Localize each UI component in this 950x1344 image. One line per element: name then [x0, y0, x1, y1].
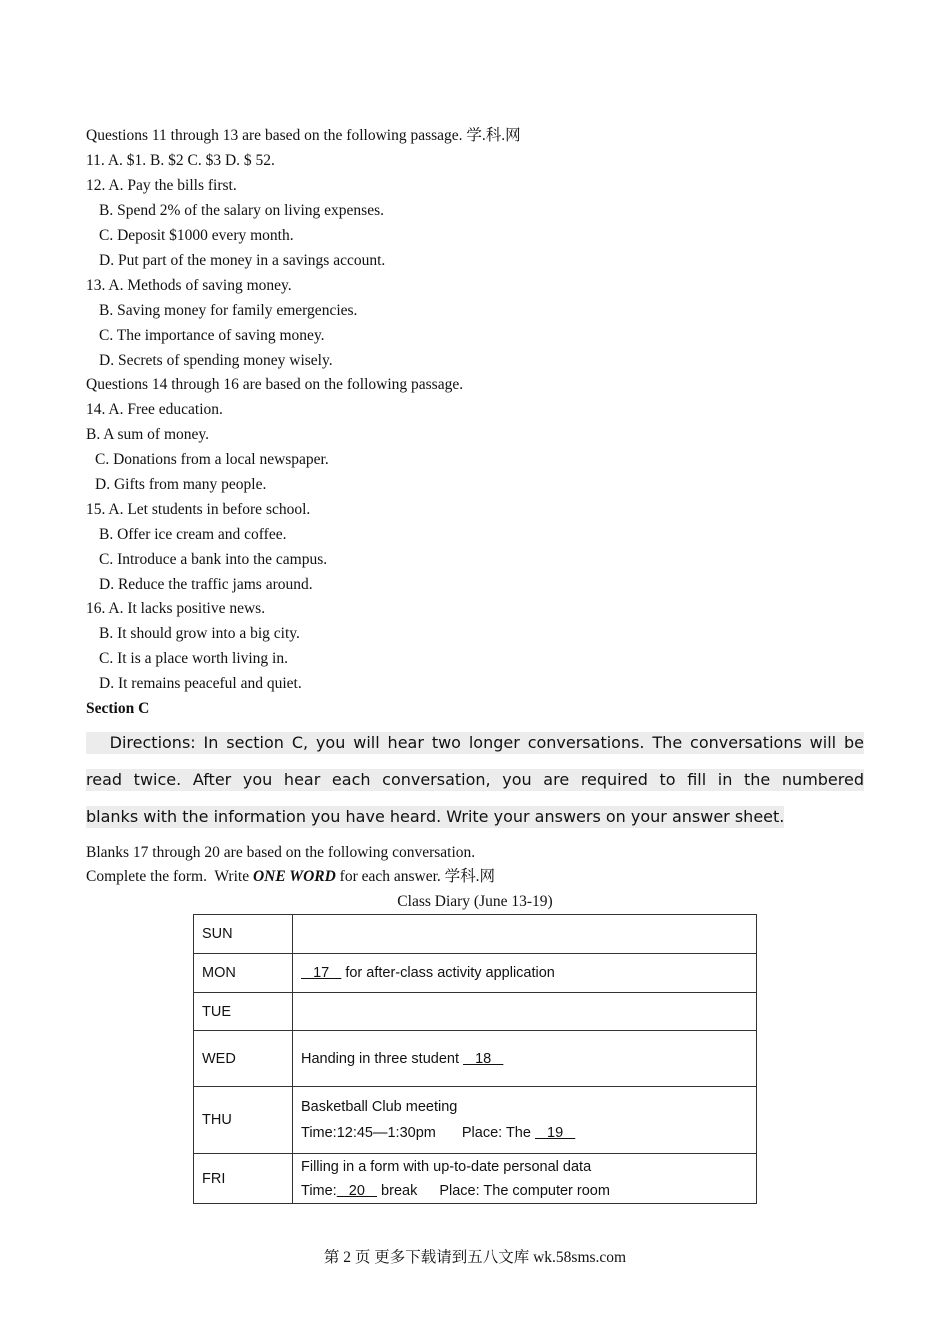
question-13-a: 13. A. Methods of saving money.: [86, 277, 292, 294]
entry-cell: [293, 1154, 757, 1204]
entry-place: Place: The: [461, 1125, 535, 1141]
question-14-c: C. Donations from a local newspaper.: [95, 451, 329, 468]
question-16-c: C. It is a place worth living in.: [99, 650, 288, 667]
directions-line-3: [86, 806, 864, 828]
table-row: [194, 993, 757, 1031]
directions-text-3: blanks with the information you have heard. Write your answers on your answer sheet.: [86, 807, 785, 826]
question-12-a: 12. A. Pay the bills first.: [86, 177, 237, 194]
entry-cell: [293, 1031, 757, 1087]
entry-time: Time:12:45—1:30pm: [301, 1125, 436, 1141]
entry-text: for after-class activity application: [341, 965, 555, 981]
day-cell: WED: [194, 1031, 293, 1087]
passage-2-header: Questions 14 through 16 are based on the following passage.: [86, 376, 464, 393]
table-caption: Class Diary (June 13-19): [397, 893, 553, 910]
question-11: 11. A. $1. B. $2 C. $3 D. $ 52.: [86, 152, 275, 169]
entry-text: Basketball Club meeting: [301, 1099, 458, 1115]
blank-20: 20: [336, 1182, 378, 1199]
question-13-b: B. Saving money for family emergencies.: [99, 302, 358, 319]
day-cell: THU: [194, 1087, 293, 1154]
blank-19: 19: [534, 1125, 576, 1141]
entry-time: Time:: [301, 1182, 337, 1199]
question-15-a: 15. A. Let students in before school.: [86, 501, 311, 518]
question-16-d: D. It remains peaceful and quiet.: [99, 675, 302, 692]
question-15-d: D. Reduce the traffic jams around.: [99, 576, 313, 593]
section-title: Section C: [86, 700, 150, 717]
question-14-d: D. Gifts from many people.: [95, 476, 267, 493]
class-diary-table: [193, 914, 757, 1204]
directions-line-2: [86, 769, 864, 791]
blanks-header: Blanks 17 through 20 are based on the following conversation.: [86, 844, 476, 861]
table-row: [194, 1154, 757, 1204]
question-13-d: D. Secrets of spending money wisely.: [99, 352, 333, 369]
entry-cell: [293, 915, 757, 954]
day-cell: MON: [194, 954, 293, 993]
page-footer: 第 2 页 更多下载请到五八文库 wk.58sms.com: [323, 1249, 627, 1266]
entry-cell: [293, 954, 757, 993]
question-12-b: B. Spend 2% of the salary on living expenses.: [99, 202, 384, 219]
day-cell: SUN: [194, 915, 293, 954]
table-row: [194, 915, 757, 954]
question-15-c: C. Introduce a bank into the campus.: [99, 551, 328, 568]
complete-form-instruction: [86, 867, 495, 887]
day-cell: FRI: [194, 1154, 293, 1204]
table-row: [194, 954, 757, 993]
question-12-d: D. Put part of the money in a savings account.: [99, 252, 386, 269]
entry-cell: [293, 993, 757, 1031]
instruction-prefix: Complete the form. Write: [86, 868, 253, 885]
entry-time-place: [301, 1179, 748, 1203]
day-cell: TUE: [194, 993, 293, 1031]
entry-cell: [293, 1087, 757, 1154]
entry-text: Filling in a form with up-to-date personal data: [301, 1158, 592, 1175]
directions-text-2: read twice. After you hear each conversation, you are required to fill in the numbered: [86, 770, 864, 789]
question-15-b: B. Offer ice cream and coffee.: [99, 526, 287, 543]
blank-18: 18: [463, 1050, 504, 1067]
question-12-c: C. Deposit $1000 every month.: [99, 227, 294, 244]
entry-text: Handing in three student: [301, 1050, 464, 1067]
question-13-c: C. The importance of saving money.: [99, 327, 325, 344]
question-14-a: 14. A. Free education.: [86, 401, 223, 418]
table-row: [194, 1031, 757, 1087]
entry-place: Place: The computer room: [439, 1182, 610, 1199]
instruction-emphasis: ONE WORD: [252, 868, 336, 885]
entry-time-place: [301, 1120, 748, 1146]
table-row: [194, 1087, 757, 1154]
blank-17: 17: [301, 965, 342, 981]
directions-text-1: Directions: In section C, you will hear two longer conversations. The conversations will be: [86, 733, 864, 752]
question-16-a: 16. A. It lacks positive news.: [86, 600, 266, 617]
question-14-b: B. A sum of money.: [86, 426, 210, 443]
question-16-b: B. It should grow into a big city.: [99, 625, 300, 642]
entry-break: break: [377, 1182, 418, 1199]
instruction-suffix: for each answer. 学科.网: [335, 868, 496, 885]
directions-line-1: [86, 732, 864, 754]
passage-1-header: Questions 11 through 13 are based on the following passage. 学.科.网: [86, 127, 521, 144]
